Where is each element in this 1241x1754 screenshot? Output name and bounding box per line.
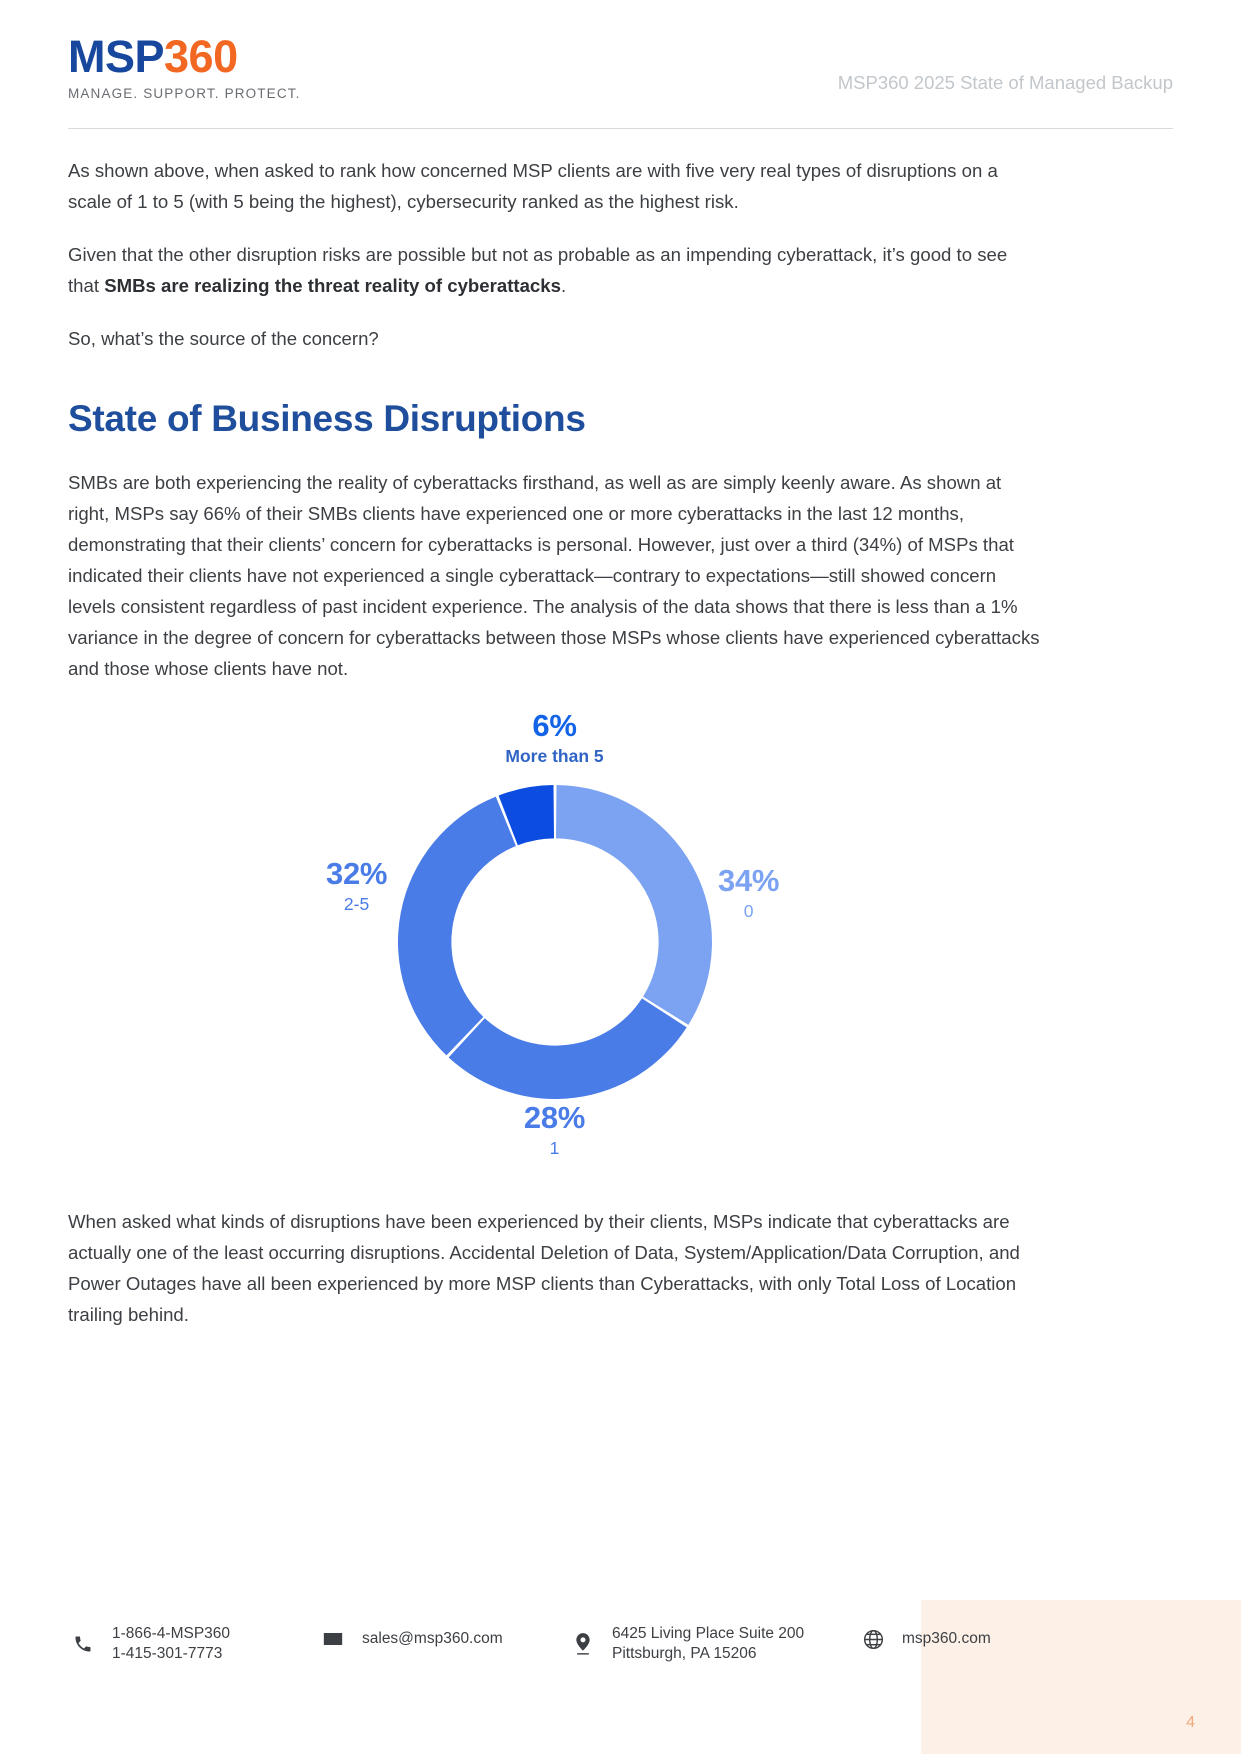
paragraph-threat-reality [68, 239, 1041, 301]
footer-address-line-2: Pittsburgh, PA 15206 [612, 1645, 757, 1662]
chart-value-2-5: 32% [326, 855, 388, 891]
logo-wordmark [68, 31, 301, 82]
page-footer [68, 1576, 1241, 1754]
logo-tagline: MANAGE. SUPPORT. PROTECT. [68, 86, 301, 101]
footer-address-block [568, 1624, 858, 1664]
section-heading-business-disruptions: State of Business Disruptions [68, 398, 586, 439]
donut-segment-1 [448, 998, 686, 1099]
footer-website-url[interactable]: msp360.com [902, 1630, 991, 1647]
footer-phone-numbers [112, 1624, 230, 1664]
footer-email-address[interactable]: sales@msp360.com [362, 1630, 503, 1647]
chart-label-1 [523, 1099, 586, 1161]
chart-value-1: 28% [523, 1099, 586, 1135]
header-divider [68, 128, 1173, 129]
document-title: MSP360 2025 State of Managed Backup [837, 72, 1173, 93]
donut-segment-2-5 [398, 796, 516, 1055]
footer-phone-block [68, 1624, 318, 1664]
logo-text-msp: MSP [68, 31, 165, 82]
footer-phone-secondary: 1-415-301-7773 [112, 1645, 223, 1662]
chart-value-0: 34% [718, 862, 780, 898]
msp360-logo [68, 31, 301, 101]
chart-label-2-5 [326, 855, 388, 917]
footer-address-lines [598, 1624, 804, 1664]
paragraph-intro: As shown above, when asked to rank how concerned MSP clients are with five very real types of disruptions on a scale of 1 to 5 (with 5 being the highest), cybersecurity ranked as the highest risk. [68, 160, 998, 212]
donut-svg [395, 782, 715, 1102]
paragraph-threat-reality-lead: Given that the other disruption risks are possible but not as probable as an impending cyberattack, it’s good to see that [68, 244, 1008, 296]
chart-category-more-than-5: More than 5 [505, 746, 604, 767]
chart-label-more-than-5 [505, 707, 604, 769]
page-header [68, 31, 1173, 134]
phone-icon [68, 1629, 98, 1659]
page-content [68, 155, 1041, 1352]
location-pin-icon [568, 1629, 598, 1659]
globe-icon [858, 1624, 888, 1654]
footer-contact-row [68, 1624, 1173, 1664]
footer-address-line-1: 6425 Living Place Suite 200 [612, 1625, 805, 1642]
chart-category-0: 0 [743, 901, 754, 922]
donut-segment-0 [555, 785, 711, 1025]
paragraph-cyberattack-stats: SMBs are both experiencing the reality of cyberattacks firsthand, as well as are simply keenly aware. As shown at right, MSPs say 66% of their SMBs clients have experienced one or more cyberattacks in the last 12 months, demonstrating that their clients’ concern for cyberattacks is personal. However, just over a third (34%) of MSPs that indicated their clients have not experienced a single cyberattack—contrary to expectations—still showed concern levels consistent regardless of past incident experience. The analysis of the data shows that there is less than a 1% variance in the degree of concern for cyberattacks between those MSPs whose clients have experienced cyberattacks and those whose clients have not. [68, 471, 1040, 679]
page-number: 4 [1186, 1714, 1195, 1731]
chart-category-1: 1 [549, 1138, 560, 1159]
paragraph-threat-reality-tail: . [560, 275, 567, 296]
logo-text-360: 360 [164, 31, 238, 82]
cyberattack-count-donut-chart [68, 707, 1041, 1190]
paragraph-threat-reality-emphasis: SMBs are realizing the threat reality of cyberattacks [104, 275, 561, 296]
chart-category-2-5: 2-5 [343, 894, 370, 915]
donut-graphic [395, 782, 715, 1102]
footer-email-block[interactable] [318, 1624, 568, 1654]
paragraph-disruption-types: When asked what kinds of disruptions have been experienced by their clients, MSPs indicate that cyberattacks are actually one of the least occurring disruptions. Accidental Deletion of Data, System/Application/Data Corruption, and Power Outages have all been experienced by more MSP clients than Cyberattacks, with only Total Loss of Location trailing behind. [68, 1210, 1020, 1325]
paragraph-question: So, what’s the source of the concern? [68, 328, 379, 349]
footer-website-block[interactable] [858, 1624, 1118, 1654]
chart-value-more-than-5: 6% [532, 707, 577, 743]
footer-phone-primary: 1-866-4-MSP360 [112, 1625, 231, 1642]
envelope-icon [318, 1624, 348, 1654]
chart-label-0 [718, 862, 780, 924]
